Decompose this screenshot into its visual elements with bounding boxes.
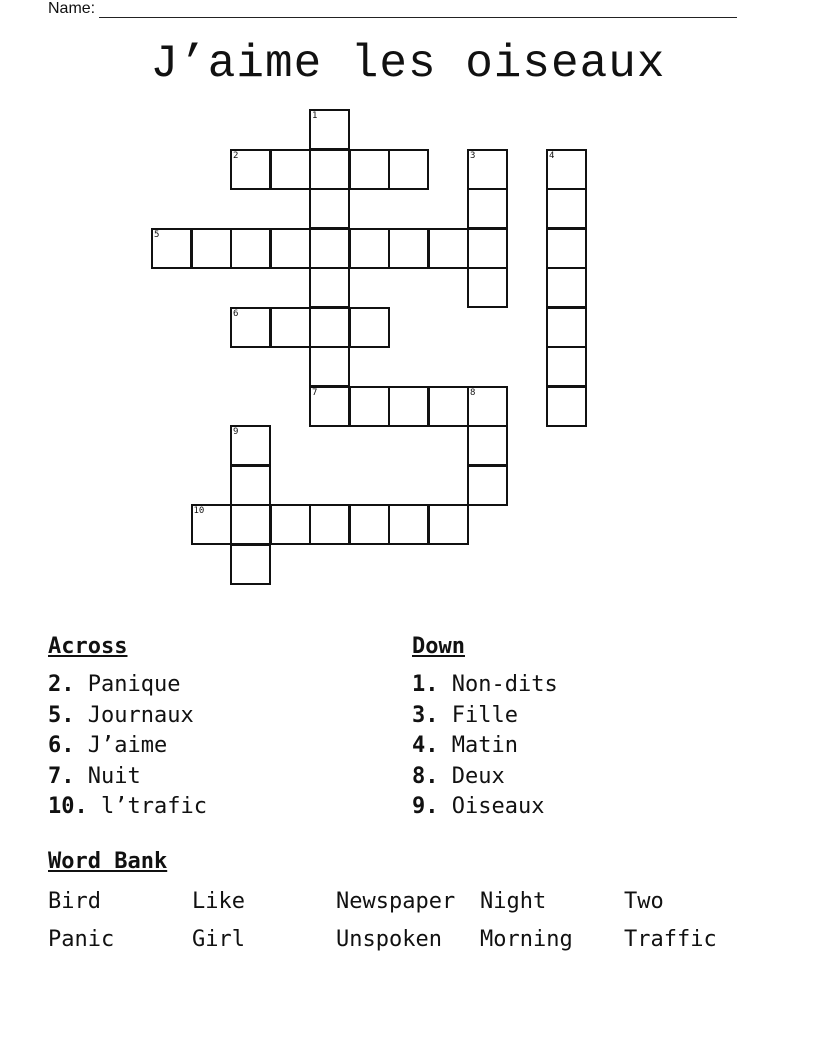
- crossword-cell[interactable]: [388, 228, 429, 269]
- clue-down-4: [412, 731, 558, 762]
- clue-text: Journaux: [87, 702, 194, 728]
- clue-text: Oiseaux: [451, 794, 545, 820]
- crossword-cell[interactable]: [230, 544, 271, 585]
- crossword-cell[interactable]: [546, 228, 587, 269]
- crossword-cell[interactable]: [151, 228, 192, 269]
- word-bank-heading: Word Bank: [48, 849, 168, 874]
- crossword-cell[interactable]: [230, 504, 271, 545]
- clue-across-10: [48, 792, 207, 823]
- crossword-cell[interactable]: [349, 386, 390, 427]
- cell-number: 1: [312, 111, 318, 121]
- name-label: Name:: [48, 0, 96, 17]
- crossword-cell[interactable]: [467, 149, 508, 190]
- cell-number: 10: [193, 506, 205, 516]
- crossword-cell[interactable]: [388, 504, 429, 545]
- word-bank-item: Like: [192, 889, 245, 914]
- crossword-cell[interactable]: [546, 149, 587, 190]
- clue-text: Deux: [451, 763, 505, 789]
- crossword-cell[interactable]: [467, 267, 508, 308]
- across-heading: Across: [48, 634, 128, 659]
- crossword-cell[interactable]: [230, 307, 271, 348]
- across-clues: [48, 630, 207, 823]
- clue-number: 5.: [48, 702, 75, 728]
- cell-number: 5: [154, 229, 160, 240]
- crossword-cell[interactable]: [349, 504, 390, 545]
- clue-number: 1.: [412, 672, 439, 697]
- clue-text: Non-dits: [451, 672, 558, 697]
- crossword-cell[interactable]: [309, 307, 350, 348]
- clue-down-8: [412, 762, 558, 793]
- clue-down-9: [412, 792, 558, 823]
- crossword-cell[interactable]: [230, 425, 271, 466]
- word-bank-item: Girl: [192, 927, 245, 952]
- crossword-cell[interactable]: [467, 228, 508, 269]
- word-bank-item: Unspoken: [336, 927, 442, 952]
- crossword-cell[interactable]: [428, 228, 469, 269]
- crossword-cell[interactable]: [349, 149, 390, 190]
- crossword-cell[interactable]: [309, 386, 350, 427]
- clue-text: Panique: [87, 672, 181, 697]
- word-bank-item: Traffic: [624, 927, 717, 952]
- crossword-cell[interactable]: [546, 188, 587, 229]
- clue-down-3: [412, 701, 558, 732]
- clue-text: Fille: [451, 702, 518, 728]
- clue-text: J’aime: [87, 733, 168, 759]
- cell-number: 7: [312, 387, 318, 398]
- cell-number: 6: [233, 308, 239, 319]
- crossword-cell[interactable]: [309, 109, 350, 150]
- crossword-cell[interactable]: [349, 228, 390, 269]
- word-bank-list: [48, 887, 768, 955]
- clue-down-1: [412, 670, 558, 701]
- crossword-cell[interactable]: [230, 149, 271, 190]
- clue-text: Matin: [451, 733, 518, 759]
- crossword-cell[interactable]: [467, 465, 508, 506]
- cell-number: 8: [470, 387, 476, 398]
- crossword-cell[interactable]: [270, 149, 311, 190]
- crossword-cell[interactable]: [388, 386, 429, 427]
- crossword-cell[interactable]: [230, 228, 271, 269]
- clue-number: 8.: [412, 763, 439, 789]
- cell-number: 9: [233, 427, 239, 437]
- clue-number: 9.: [412, 794, 439, 820]
- clue-across-5: [48, 701, 207, 732]
- crossword-cell[interactable]: [309, 504, 350, 545]
- clue-number: 2.: [48, 672, 75, 697]
- crossword-cell[interactable]: [388, 149, 429, 190]
- crossword-cell[interactable]: [428, 386, 469, 427]
- crossword-cell[interactable]: [270, 504, 311, 545]
- crossword-cell[interactable]: [309, 346, 350, 387]
- crossword-cell[interactable]: [309, 267, 350, 308]
- crossword-cell[interactable]: [191, 504, 232, 545]
- down-heading: Down: [412, 634, 465, 659]
- crossword-cell[interactable]: [546, 386, 587, 427]
- cell-number: 4: [549, 150, 555, 161]
- clue-number: 6.: [48, 733, 75, 759]
- word-bank-item: Night: [480, 889, 547, 914]
- crossword-cell[interactable]: [546, 307, 587, 348]
- clue-text: Nuit: [87, 763, 141, 789]
- crossword-cell[interactable]: [270, 228, 311, 269]
- word-bank-item: Panic: [48, 927, 115, 952]
- clue-number: 7.: [48, 763, 75, 789]
- word-bank: [48, 845, 768, 955]
- crossword-cell[interactable]: [309, 188, 350, 229]
- clue-number: 3.: [412, 702, 439, 728]
- crossword-cell[interactable]: [230, 465, 271, 506]
- down-clues: [412, 630, 558, 823]
- page-title: J’aime les oiseaux: [150, 38, 666, 90]
- crossword-cell[interactable]: [467, 386, 508, 427]
- word-bank-item: Newspaper: [336, 889, 456, 914]
- clue-across-2: [48, 670, 207, 701]
- crossword-cell[interactable]: [309, 149, 350, 190]
- crossword-cell[interactable]: [270, 307, 311, 348]
- crossword-cell[interactable]: [428, 504, 469, 545]
- word-bank-item: Morning: [480, 927, 573, 952]
- crossword-cell[interactable]: [191, 228, 232, 269]
- word-bank-item: Bird: [48, 889, 101, 914]
- crossword-cell[interactable]: [467, 188, 508, 229]
- crossword-cell[interactable]: [467, 425, 508, 466]
- word-bank-item: Two: [624, 889, 664, 914]
- clue-number: 4.: [412, 733, 439, 759]
- cell-number: 3: [470, 150, 476, 161]
- crossword-cell[interactable]: [309, 228, 350, 269]
- clue-across-7: [48, 762, 207, 793]
- crossword-cell[interactable]: [546, 267, 587, 308]
- crossword-cell[interactable]: [349, 307, 390, 348]
- clue-across-6: [48, 731, 207, 762]
- crossword-cell[interactable]: [546, 346, 587, 387]
- clue-number: 10.: [48, 794, 88, 820]
- clue-text: l’trafic: [101, 794, 207, 820]
- cell-number: 2: [233, 150, 239, 161]
